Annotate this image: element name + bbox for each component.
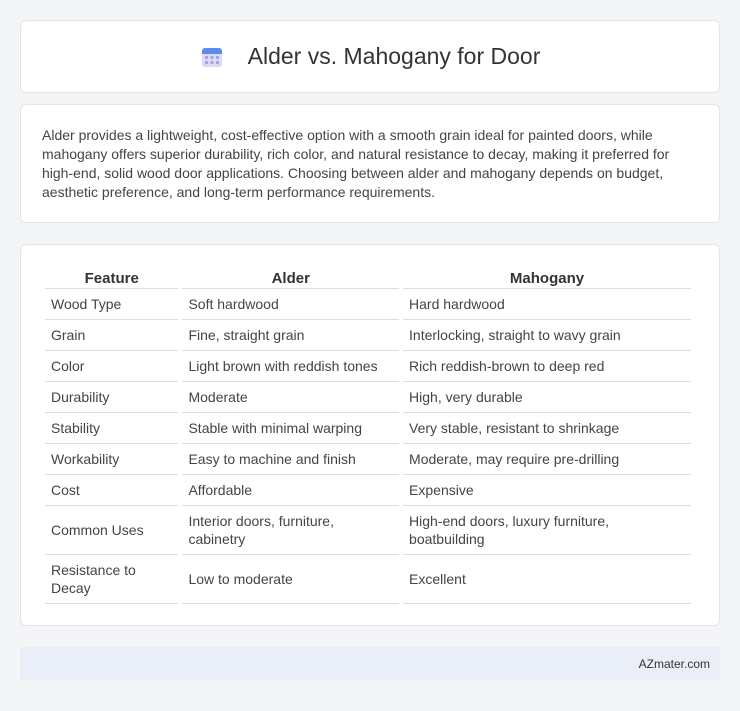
cell-mahogany: Excellent [403, 555, 691, 604]
footer [20, 647, 720, 680]
table-header-row [45, 267, 691, 289]
cell-mahogany: High, very durable [403, 382, 691, 413]
cell-feature: Workability [45, 444, 178, 475]
cell-alder: Easy to machine and finish [182, 444, 399, 475]
cell-mahogany: Interlocking, straight to wavy grain [403, 320, 691, 351]
summary-text: Alder provides a lightweight, cost-effective option with a smooth grain ideal for painted doors, while mahogany offers superior durability, rich color, and natural resistance to decay, making it preferred for high-end, solid wood door applications. Choosing between alder and mahogany depends on budget, aesthetic preference, and long-term performance requirements. [42, 127, 670, 200]
footer-brand[interactable]: AZmater.com [638, 656, 710, 671]
cell-mahogany: Rich reddish-brown to deep red [403, 351, 691, 382]
table-row [45, 289, 691, 320]
cell-mahogany: Very stable, resistant to shrinkage [403, 413, 691, 444]
table-row [45, 506, 691, 555]
cell-feature: Color [45, 351, 178, 382]
title-card [20, 20, 720, 93]
header-alder: Alder [182, 267, 399, 289]
cell-alder: Stable with minimal warping [182, 413, 399, 444]
cell-feature: Wood Type [45, 289, 178, 320]
cell-feature: Durability [45, 382, 178, 413]
cell-mahogany: High-end doors, luxury furniture, boatbuilding [403, 506, 691, 555]
cell-feature: Resistance to Decay [45, 555, 178, 604]
cell-feature: Cost [45, 475, 178, 506]
table-row [45, 413, 691, 444]
header-feature: Feature [45, 267, 178, 289]
cell-feature: Grain [45, 320, 178, 351]
cell-alder: Low to moderate [182, 555, 399, 604]
cell-alder: Affordable [182, 475, 399, 506]
cell-mahogany: Moderate, may require pre-drilling [403, 444, 691, 475]
page-title: Alder vs. Mahogany for Door [247, 43, 541, 69]
cell-mahogany: Hard hardwood [403, 289, 691, 320]
cell-alder: Interior doors, furniture, cabinetry [182, 506, 399, 555]
table-row [45, 475, 691, 506]
summary-card [20, 104, 720, 223]
table-card [20, 244, 720, 626]
cell-alder: Moderate [182, 382, 399, 413]
table-row [45, 320, 691, 351]
table-row [45, 351, 691, 382]
cell-feature: Common Uses [45, 506, 178, 555]
table-row [45, 555, 691, 604]
calendar-icon [200, 45, 224, 69]
table-row [45, 382, 691, 413]
cell-alder: Soft hardwood [182, 289, 399, 320]
table-row [45, 444, 691, 475]
cell-feature: Stability [45, 413, 178, 444]
header-mahogany: Mahogany [403, 267, 691, 289]
comparison-table [41, 267, 695, 604]
cell-mahogany: Expensive [403, 475, 691, 506]
cell-alder: Fine, straight grain [182, 320, 399, 351]
cell-alder: Light brown with reddish tones [182, 351, 399, 382]
